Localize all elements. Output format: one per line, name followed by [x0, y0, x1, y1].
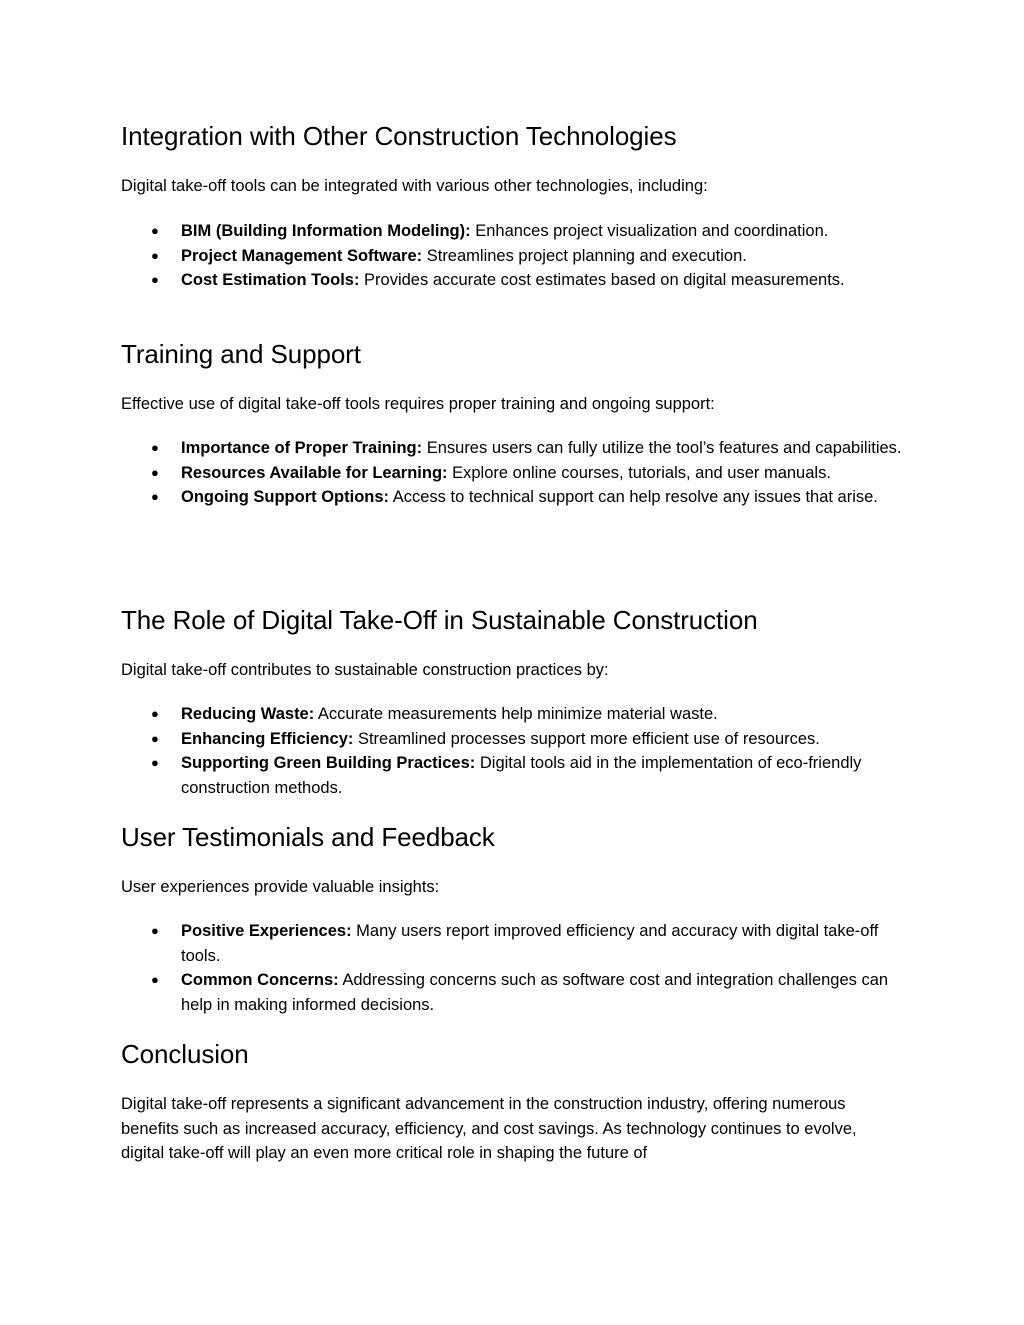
list-item — [121, 702, 911, 727]
bullet-icon: ● — [151, 755, 159, 770]
list-item — [121, 727, 911, 752]
section-intro: Digital take-off contributes to sustainable construction practices by: — [121, 661, 609, 679]
item-text: Enhances project visualization and coordination. — [470, 222, 829, 240]
item-term: BIM (Building Information Modeling): — [181, 222, 471, 240]
item-term: Ongoing Support Options: — [181, 488, 390, 506]
item-text: Many users report improved efficiency and accuracy with digital take-off tools. — [181, 922, 879, 965]
bullet-icon: ● — [151, 440, 159, 455]
item-text: Provides accurate cost estimates based on digital measurements. — [359, 271, 845, 289]
item-text: Addressing concerns such as software cost and integration challenges can help in making informed decisions. — [181, 971, 889, 1014]
section-heading: Conclusion — [121, 1039, 249, 1069]
bullet-icon: ● — [151, 923, 159, 938]
section-intro: Digital take-off tools can be integrated with various other technologies, including: — [121, 177, 708, 195]
bullet-icon: ● — [151, 730, 159, 746]
item-term: Project Management Software: — [181, 246, 423, 265]
bullet-list — [121, 702, 911, 800]
list-item — [121, 436, 911, 461]
section-heading: Integration with Other Construction Technologies — [121, 121, 677, 151]
bullet-icon: ● — [151, 464, 159, 480]
item-text: Streamlined processes support more efficient use of resources. — [353, 729, 820, 748]
item-term: Cost Estimation Tools: — [181, 271, 360, 289]
bullet-icon: ● — [151, 223, 159, 238]
list-item — [121, 268, 911, 293]
item-text: Explore online courses, tutorials, and user manuals. — [447, 463, 831, 482]
item-term: Resources Available for Learning: — [181, 463, 448, 482]
item-term: Supporting Green Building Practices: — [181, 754, 476, 772]
list-item — [121, 219, 911, 244]
bullet-list — [121, 919, 911, 1017]
item-term: Enhancing Efficiency: — [181, 729, 354, 748]
item-text: Digital tools aid in the implementation of eco-friendly construction methods. — [181, 754, 862, 797]
list-item — [121, 751, 911, 800]
bullet-list — [121, 219, 911, 293]
item-term: Common Concerns: — [181, 971, 339, 989]
item-text: Streamlines project planning and execution. — [422, 246, 747, 265]
section-heading: The Role of Digital Take-Off in Sustainable Construction — [121, 605, 758, 635]
list-item — [121, 968, 911, 1017]
list-item — [121, 919, 911, 968]
item-text: Accurate measurements help minimize material waste. — [314, 705, 718, 723]
section-intro: Effective use of digital take-off tools requires proper training and ongoing support: — [121, 395, 715, 413]
item-text: Access to technical support can help resolve any issues that arise. — [389, 488, 878, 506]
section-heading: User Testimonials and Feedback — [121, 822, 495, 852]
bullet-list — [121, 436, 911, 510]
section-heading: Training and Support — [121, 339, 361, 369]
item-term: Reducing Waste: — [181, 705, 315, 723]
bullet-icon: ● — [151, 489, 159, 504]
bullet-icon: ● — [151, 247, 159, 263]
bullet-icon: ● — [151, 706, 159, 721]
list-item — [121, 244, 911, 269]
list-item — [121, 485, 911, 510]
section-intro: User experiences provide valuable insights: — [121, 878, 440, 896]
bullet-icon: ● — [151, 272, 159, 287]
item-text: Ensures users can fully utilize the tool’s features and capabilities. — [422, 439, 902, 457]
bullet-icon: ● — [151, 972, 159, 987]
item-term: Positive Experiences: — [181, 922, 352, 940]
item-term: Importance of Proper Training: — [181, 439, 423, 457]
list-item — [121, 461, 911, 486]
section-intro: Digital take-off represents a significant advancement in the construction industry, offering numerous benefits such as increased accuracy, efficiency, and cost savings. As technology continues to evolve, digital take-off will play an even more critical role in shaping the future of — [121, 1095, 857, 1162]
